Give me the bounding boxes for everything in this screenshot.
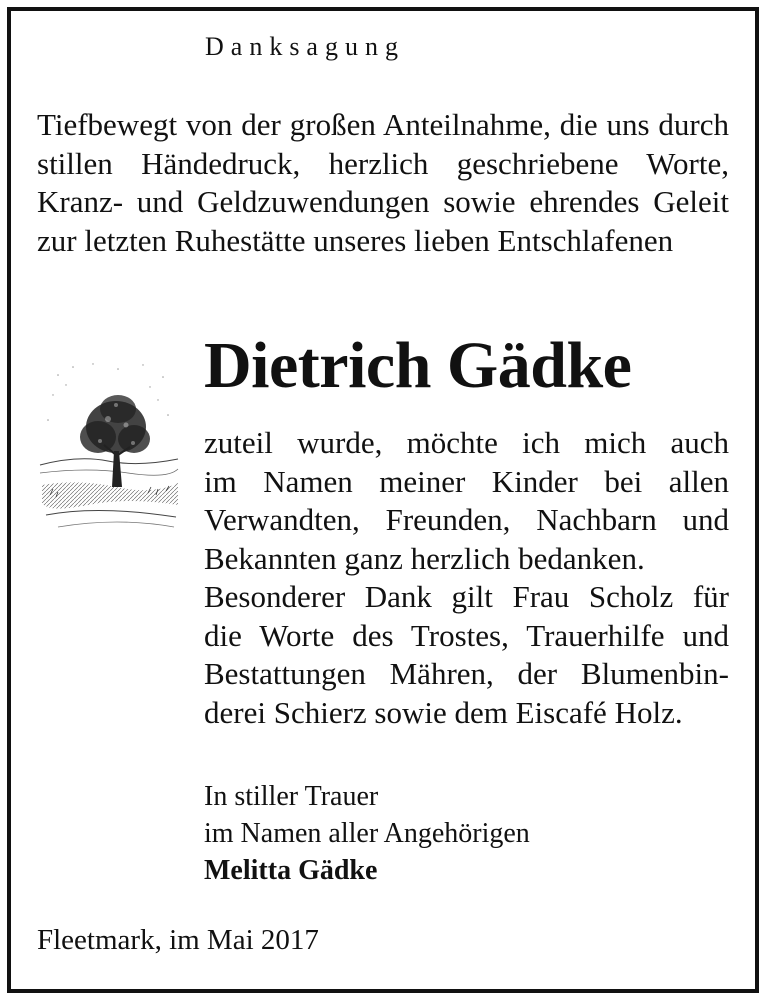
body-line: derei Schierz sowie dem Eiscafé Holz. <box>204 694 683 730</box>
tree-landscape-icon <box>38 355 180 535</box>
body-line: im Namen meiner Kinder bei allen <box>204 463 729 499</box>
body-line: Bestattungen Mähren, der Blumenbin- <box>204 656 729 691</box>
place-date: Fleetmark, im Mai 2017 <box>37 924 319 956</box>
closing-block <box>204 778 530 889</box>
intro-paragraph: Tiefbewegt von der großen Anteilnahme, die uns durch stillen Händedruck, herzlich geschriebene Worte, Kranz- und Geldzuwendungen sowie ehrendes Geleit zur letzten Ruhestätte unseres lieben Entschlafenen <box>37 107 729 258</box>
closing-line: In stiller Trauer <box>204 781 379 812</box>
signer-name: Melitta Gädke <box>204 855 378 886</box>
body-line: Bekannten ganz herzlich bedanken. <box>204 540 645 576</box>
body-line: Verwandten, Freunden, Nachbarn und <box>204 502 729 537</box>
closing-line: im Namen aller Angehörigen <box>204 818 530 849</box>
thanks-paragraph <box>204 424 729 732</box>
body-line: Besonderer Dank gilt Frau Scholz für <box>204 579 729 614</box>
body-line: zuteil wurde, möchte ich mich auch <box>204 425 729 460</box>
notice-heading: Danksagung <box>205 32 405 61</box>
body-line: die Worte des Trostes, Trauerhilfe und <box>204 617 729 653</box>
deceased-name: Dietrich Gädke <box>204 329 632 402</box>
